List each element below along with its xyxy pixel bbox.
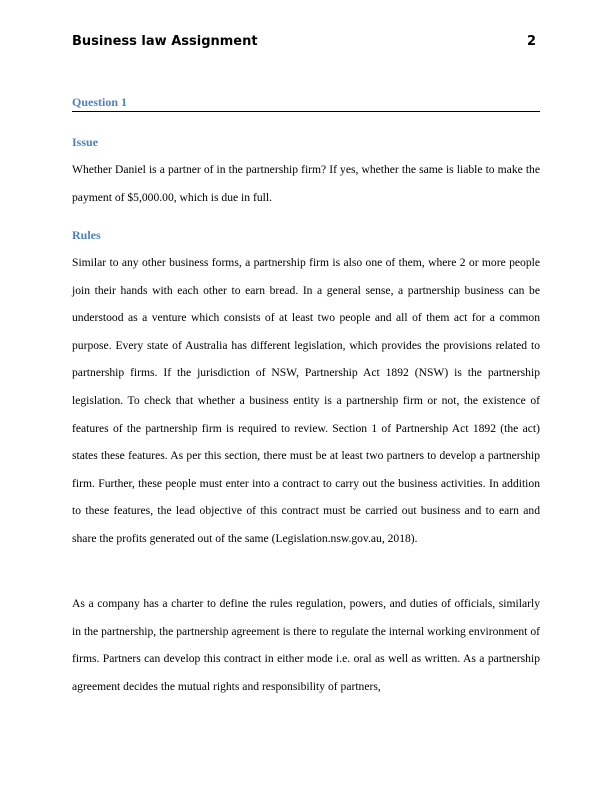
rules-paragraph-2: As a company has a charter to define the rules regulation, powers, and duties of officials, similarly in the partnership, the partnership agreement is there to regulate the internal working environment of firms. Partners can develop this contract in either mode i.e. oral as well as written. As a partnership agreement decides the mutual rights and responsibility of partners, (72, 597, 540, 693)
issue-heading: Issue (72, 135, 99, 149)
page-number: 2 (526, 34, 536, 49)
rules-paragraph-1: Similar to any other business forms, a partnership firm is also one of them, where 2 or more people join their hands with each other to earn bread. In a general sense, a partnership business can be understood as a venture which consists of at least two people and all of them act for a common purpose. Every state of Australia has different legislation, which provides the provisions related to partnership firms. If the jurisdiction of NSW, Partnership Act 1892 (NSW) is the partnership legislation. To check that whether a business entity is a partnership firm or not, the existence of features of the partnership firm is required to review. Section 1 of Partnership Act 1892 (the act) states these features. As per this section, there must be at least two partners to develop a partnership firm. Further, these people must enter into a contract to carry out the business activities. In addition to these features, the lead objective of this contract must be carried out business and to earn and share the profits generated out of the same (Legislation.nsw.gov.au, 2018). (72, 256, 540, 545)
rules-heading: Rules (72, 228, 101, 242)
issue-paragraph: Whether Daniel is a partner of in the partnership firm? If yes, whether the same is liable to make the payment of $5,000.00, which is due in full. (72, 163, 540, 204)
header-title: Business law Assignment (72, 34, 258, 49)
question-heading: Question 1 (72, 95, 540, 112)
page-header (72, 34, 540, 52)
